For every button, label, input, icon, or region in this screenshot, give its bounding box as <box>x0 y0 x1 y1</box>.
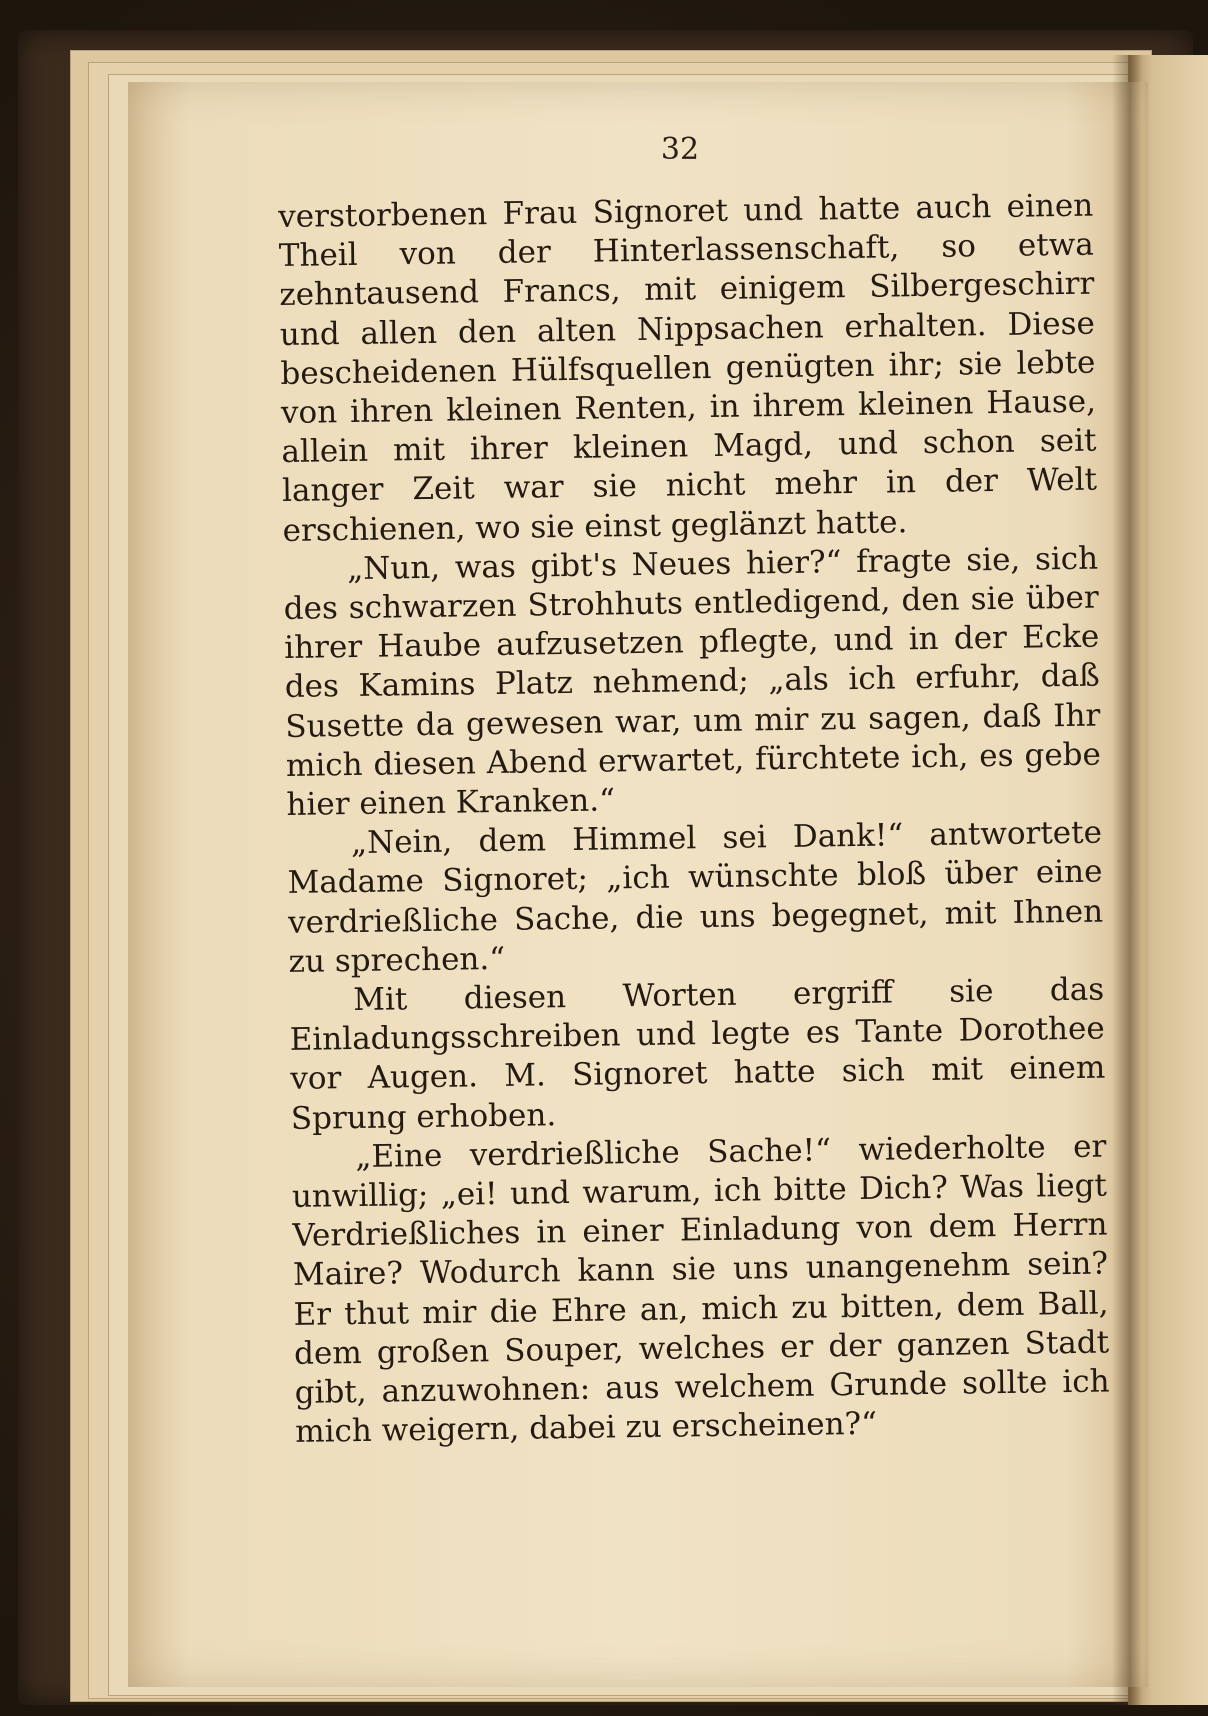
paragraph: „Nein, dem Himmel sei Dank!“ antwortete Madame Signoret; „ich wünschte bloß über eine verdrießliche Sache, die uns begegnet, mit Ihnen zu sprechen.“ <box>287 814 1104 980</box>
paragraph: „Eine verdrießliche Sache!“ wiederholte er unwillig; „ei! und warum, ich bitte Dich? Was liegt Verdrießliches in einer Einladung von dem Herrn Maire? Wodurch kann sie uns unangenehm sein? Er thut mir die Ehre an, mich zu bitten, dem Ball, dem großen Souper, welches er der ganzen Stadt gibt, anzuwohnen: aus welchem Grunde sollte ich mich weigern, dabei zu erscheinen?“ <box>291 1128 1110 1451</box>
paragraph: verstorbenen Frau Signoret und hatte auch einen Theil von der Hinterlassenschaft, so etwa zehntausend Francs, mit einigem Silbergeschirr und allen den alten Nippsachen erhalten. Diese bescheidenen Hülfsquellen genügten ihr; sie lebte von ihren kleinen Renten, in ihrem kleinen Hause, allein mit ihrer kleinen Magd, und schon seit langer Zeit war sie nicht mehr in der Welt erschienen, wo sie einst geglänzt hatte. <box>278 187 1098 549</box>
page-text <box>278 187 1110 1453</box>
spine-shadow <box>1112 55 1142 1705</box>
paragraph: Mit diesen Worten ergriff sie das Einladungsschreiben und legte es Tante Dorothee vor Augen. M. Signoret hatte sich mit einem Sprung erhoben. <box>289 971 1106 1137</box>
page-number: 32 <box>660 132 700 167</box>
paragraph: „Nun, was gibt's Neues hier?“ fragte sie, sich des schwarzen Strohhuts entledigend, den sie über ihrer Haube aufzusetzen pflegte, und in der Ecke des Kamins Platz nehmend; „als ich erfuhr, daß Susette da gewesen war, um mir zu sagen, daß Ihr mich diesen Abend erwartet, fürchtete ich, es gebe hier einen Kranken.“ <box>283 540 1102 823</box>
